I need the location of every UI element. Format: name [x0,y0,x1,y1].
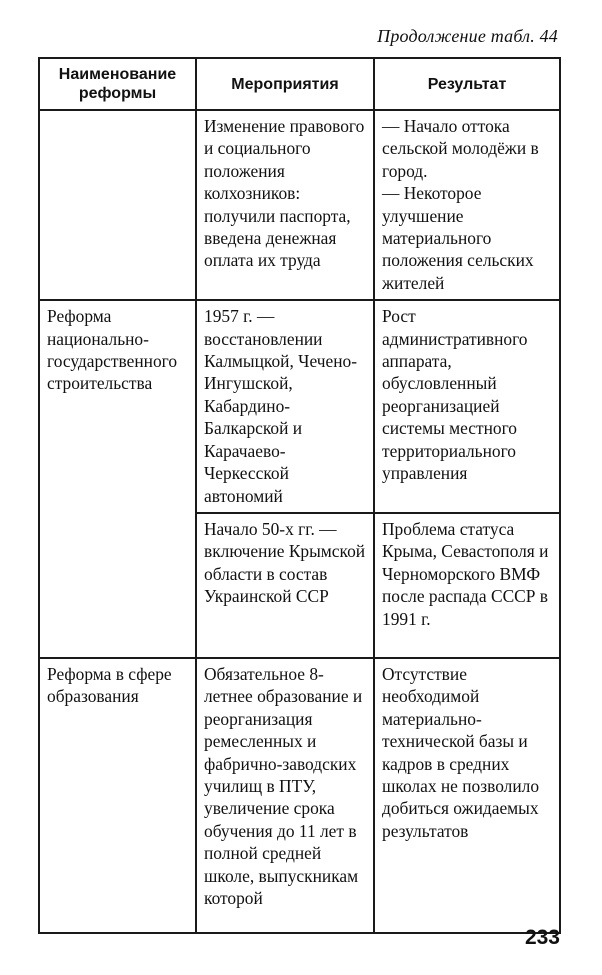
reforms-table [38,57,561,934]
table-row [39,658,560,933]
table-row [39,110,560,300]
cell-result: — Начало оттока сельской молодёжи в город. — Некоторое улучшение материального положения сельских жителей [374,110,560,300]
page-number: 233 [524,926,560,949]
cell-measures: Начало 50-х гг. — включение Крымской области в состав Украинской ССР [196,513,374,658]
header-result: Результат [374,58,560,110]
cell-reform-name [39,110,196,300]
table-continuation-caption: Продолжение табл. 44 [377,26,558,46]
cell-result: Отсутствие необходимой материально-технической базы и кадров в средних школах не позволило добиться ожидаемых результатов [374,658,560,933]
header-reform-name: Наименование реформы [39,58,196,110]
cell-measures: 1957 г. — восстановлении Калмыцкой, Чечено-Ингушской, Кабардино-Балкарской и Карачаево-Черкесской автономий [196,300,374,513]
cell-measures: Изменение правового и социального положения колхозников: получили паспорта, введена денежная оплата их труда [196,110,374,300]
cell-result: Проблема статуса Крыма, Севастополя и Черноморского ВМФ после распада СССР в 1991 г. [374,513,560,658]
table-row [39,300,560,513]
header-measures: Мероприятия [196,58,374,110]
cell-measures: Обязательное 8-летнее образование и реорганизация ремесленных и фабрично-заводских училищ в ПТУ, увеличение срока обучения до 11 лет в полной средней школе, выпускникам которой [196,658,374,933]
cell-reform-name: Реформа национально-государственного строительства [39,300,196,658]
table-header-row [39,58,560,110]
cell-result: Рост административного аппарата, обусловленный реорганизацией системы местного территориального управления [374,300,560,513]
cell-reform-name: Реформа в сфере образования [39,658,196,933]
